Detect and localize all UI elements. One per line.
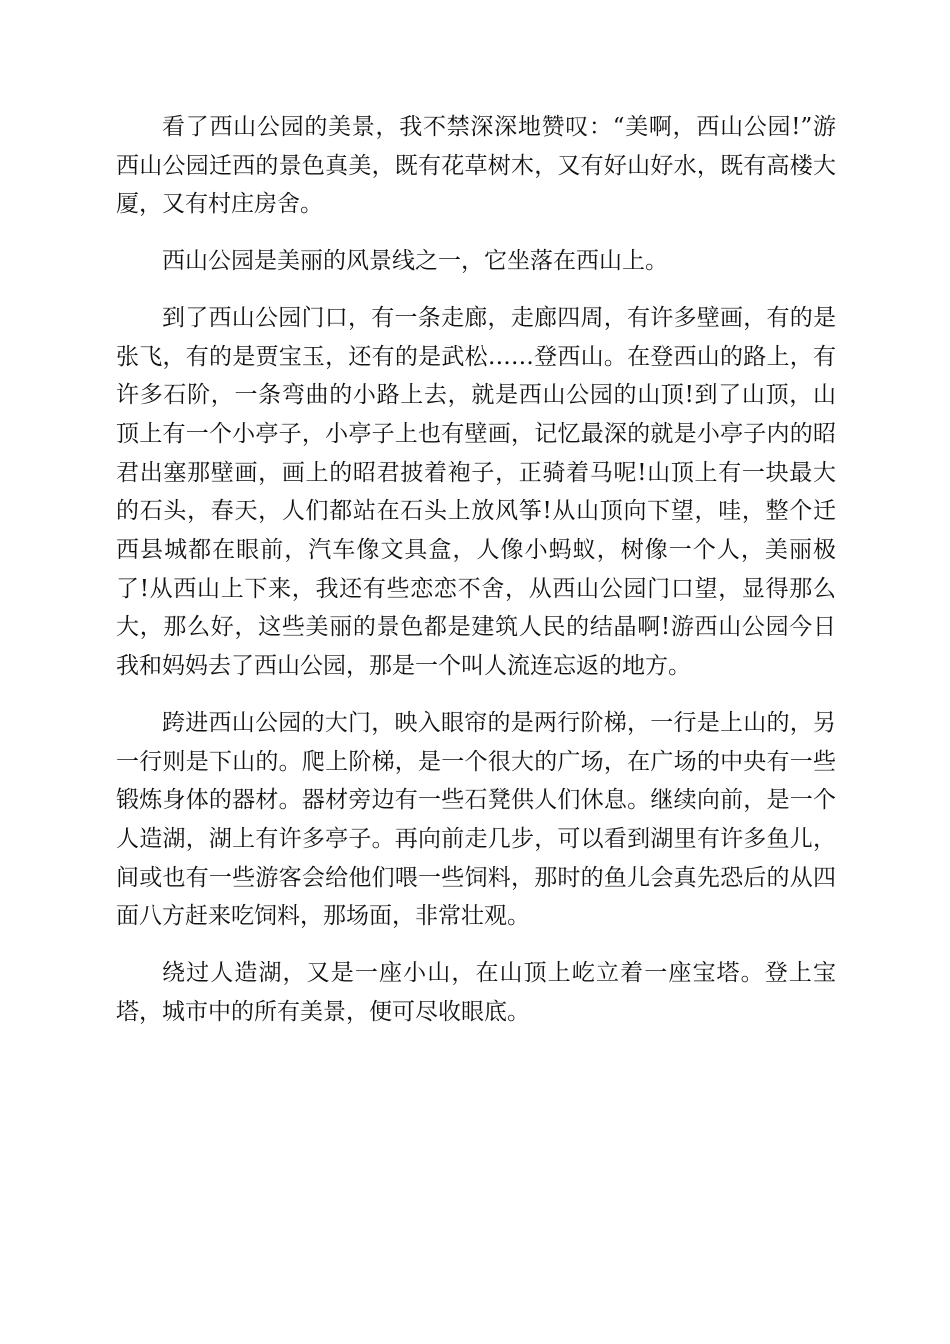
paragraph: 看了西山公园的美景，我不禁深深地赞叹：“美啊，西山公园!”游西山公园迁西的景色真美，既有花草树木，又有好山好水，既有高楼大厦，又有村庄房舍。	[116, 114, 836, 218]
paragraph: 到了西山公园门口，有一条走廊，走廊四周，有许多壁画，有的是张飞，有的是贾宝玉，还有的是武松……登西山。在登西山的路上，有许多石阶，一条弯曲的小路上去，就是西山公园的山顶!到了山顶，山顶上有一个小亭子，小亭子上也有壁画，记忆最深的就是小亭子内的昭君出塞那壁画，画上的昭君披着袍子，正骑着马呢!山顶上有一块最大的石头，春天，人们都站在石头上放风筝!从山顶向下望，哇，整个迁西县城都在眼前，汽车像文具盒，人像小蚂蚁，树像一个人，美丽极了!从西山上下来，我还有些恋恋不舍，从西山公园门口望，显得那么大，那么好，这些美丽的景色都是建筑人民的结晶啊!游西山公园今日我和妈妈去了西山公园，那是一个叫人流连忘返的地方。	[116, 304, 836, 680]
paragraph: 跨进西山公园的大门，映入眼帘的是两行阶梯，一行是上山的，另一行则是下山的。爬上阶梯，是一个很大的广场，在广场的中央有一些锻炼身体的器材。器材旁边有一些石凳供人们休息。继续向前，是一个人造湖，湖上有许多亭子。再向前走几步，可以看到湖里有许多鱼儿，间或也有一些游客会给他们喂一些饲料，那时的鱼儿会真先恐后的从四面八方赶来吃饲料，那场面，非常壮观。	[116, 709, 836, 930]
document-page	[116, 108, 836, 1049]
paragraph: 西山公园是美丽的风景线之一，它坐落在西山上。	[162, 248, 668, 275]
paragraph: 绕过人造湖，又是一座小山，在山顶上屹立着一座宝塔。登上宝塔，城市中的所有美景，便可尽收眼底。	[116, 960, 836, 1025]
